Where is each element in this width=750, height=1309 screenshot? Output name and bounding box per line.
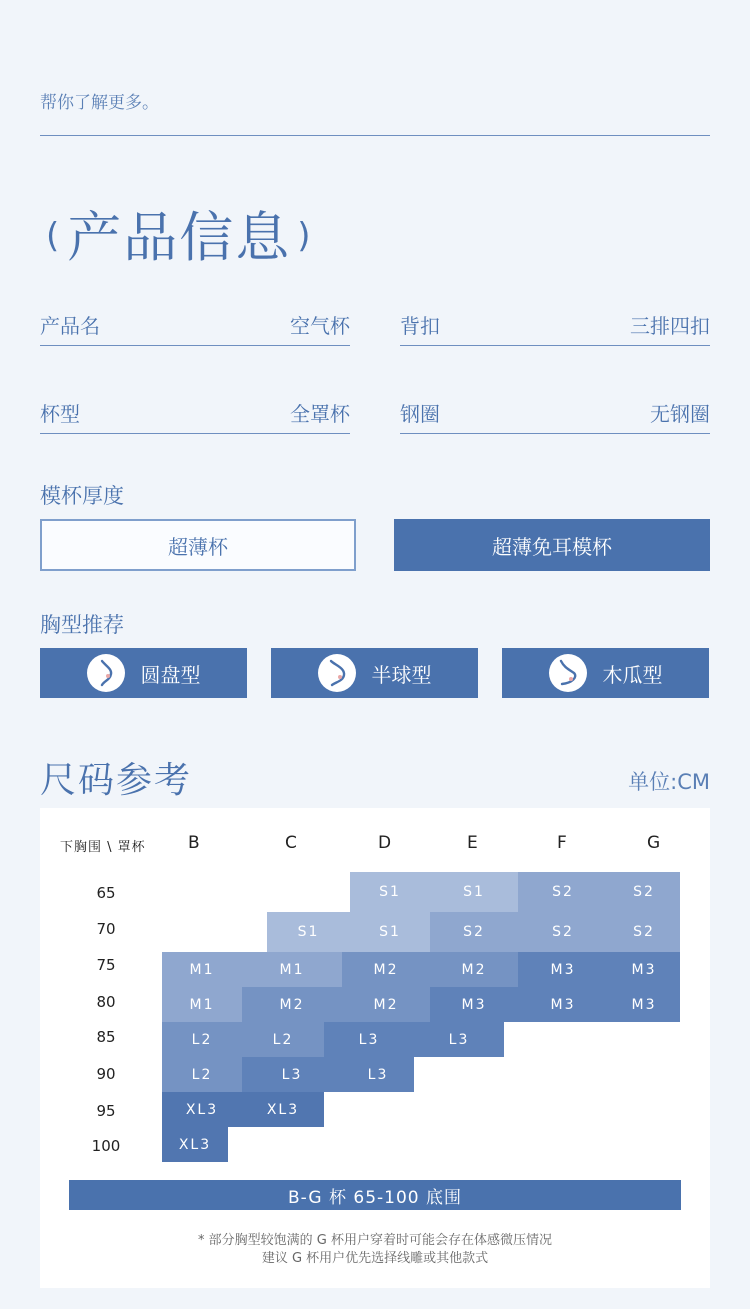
shape-option-papaya[interactable]: [502, 648, 709, 698]
size-cell: L2: [162, 1057, 242, 1092]
thickness-option-ultrathin-seamless[interactable]: 超薄免耳模杯: [394, 519, 710, 571]
title-paren-left: (: [46, 215, 62, 256]
size-cell: XL3: [242, 1092, 324, 1127]
intro-text: 帮你了解更多。: [40, 93, 159, 113]
size-cell: S2: [608, 912, 680, 952]
note-line-1: * 部分胸型较饱满的 G 杯用户穿着时可能会存在体感微压情况: [198, 1233, 552, 1248]
field-label: 杯型: [40, 402, 80, 426]
size-cell: M2: [342, 952, 430, 987]
thickness-label: 模杯厚度: [40, 484, 124, 508]
size-cell: M1: [162, 987, 242, 1022]
cup-header-e: E: [467, 833, 478, 853]
size-cell: M3: [608, 952, 680, 987]
cup-header-d: D: [378, 833, 392, 853]
field-value: 无钢圈: [650, 402, 710, 426]
title-paren-right: ): [297, 215, 313, 256]
size-cell: S2: [518, 912, 608, 952]
band-label-80: 80: [96, 993, 116, 1011]
shape-option-label: 圆盘型: [140, 662, 201, 687]
field-cup-type: [40, 388, 350, 434]
size-cell: L3: [342, 1057, 414, 1092]
field-label: 钢圈: [400, 402, 440, 426]
band-label-70: 70: [96, 920, 116, 938]
breast-shape-disc-icon: [87, 654, 125, 692]
size-ref-title: 尺码参考: [40, 760, 193, 801]
product-info-title: [40, 195, 319, 272]
band-label-85: 85: [96, 1028, 116, 1046]
shape-label: 胸型推荐: [40, 613, 124, 637]
field-value: 全罩杯: [290, 402, 350, 426]
size-cell: XL3: [162, 1127, 228, 1162]
note-line-2: 建议 G 杯用户优先选择线雕或其他款式: [261, 1251, 489, 1266]
size-cell: S2: [430, 912, 518, 952]
size-cell: L2: [242, 1022, 324, 1057]
product-info-title-text: 产品信息: [67, 206, 292, 269]
size-cell: S1: [267, 912, 350, 952]
size-cell: M3: [430, 987, 518, 1022]
shape-option-label: 木瓜型: [602, 662, 663, 687]
size-cell: L2: [162, 1022, 242, 1057]
shape-option-disc[interactable]: [40, 648, 247, 698]
size-cell: M2: [430, 952, 518, 987]
thickness-option-ultrathin[interactable]: 超薄杯: [40, 519, 356, 571]
field-label: 背扣: [400, 314, 440, 338]
field-product-name: [40, 300, 350, 346]
band-label-75: 75: [96, 956, 116, 974]
cup-header-f: F: [557, 833, 567, 853]
size-cell: M2: [342, 987, 430, 1022]
shape-option-label: 半球型: [371, 662, 432, 687]
size-cell: M1: [242, 952, 342, 987]
size-cell: M3: [518, 952, 608, 987]
size-cell: XL3: [162, 1092, 242, 1127]
divider: [40, 135, 710, 136]
band-label-100: 100: [91, 1137, 121, 1155]
field-value: 空气杯: [290, 314, 350, 338]
size-cell: M1: [162, 952, 242, 987]
field-label: 产品名: [40, 314, 100, 338]
breast-shape-hemisphere-icon: [318, 654, 356, 692]
cup-header-g: G: [647, 833, 661, 853]
size-cell: M3: [518, 987, 608, 1022]
corner-label: 下胸围 \ 罩杯: [60, 840, 146, 855]
unit-label: 单位:CM: [628, 770, 710, 794]
size-cell: M2: [242, 987, 342, 1022]
field-back-clasp: [400, 300, 710, 346]
field-underwire: [400, 388, 710, 434]
size-cell: S1: [430, 872, 518, 912]
size-cell: S2: [608, 872, 680, 912]
cup-header-b: B: [188, 833, 200, 853]
size-cell: L3: [324, 1022, 414, 1057]
size-cell: S1: [350, 912, 430, 952]
shape-option-hemisphere[interactable]: [271, 648, 478, 698]
band-label-90: 90: [96, 1065, 116, 1083]
size-cell: M3: [608, 987, 680, 1022]
size-cell: S1: [350, 872, 430, 912]
breast-shape-papaya-icon: [549, 654, 587, 692]
size-cell: L3: [242, 1057, 342, 1092]
field-value: 三排四扣: [630, 314, 710, 338]
band-label-65: 65: [96, 884, 116, 902]
cup-header-c: C: [285, 833, 297, 853]
size-cell: L3: [414, 1022, 504, 1057]
size-cell: S2: [518, 872, 608, 912]
size-summary-bar: B-G 杯 65-100 底围: [69, 1180, 681, 1210]
band-label-95: 95: [96, 1102, 116, 1120]
